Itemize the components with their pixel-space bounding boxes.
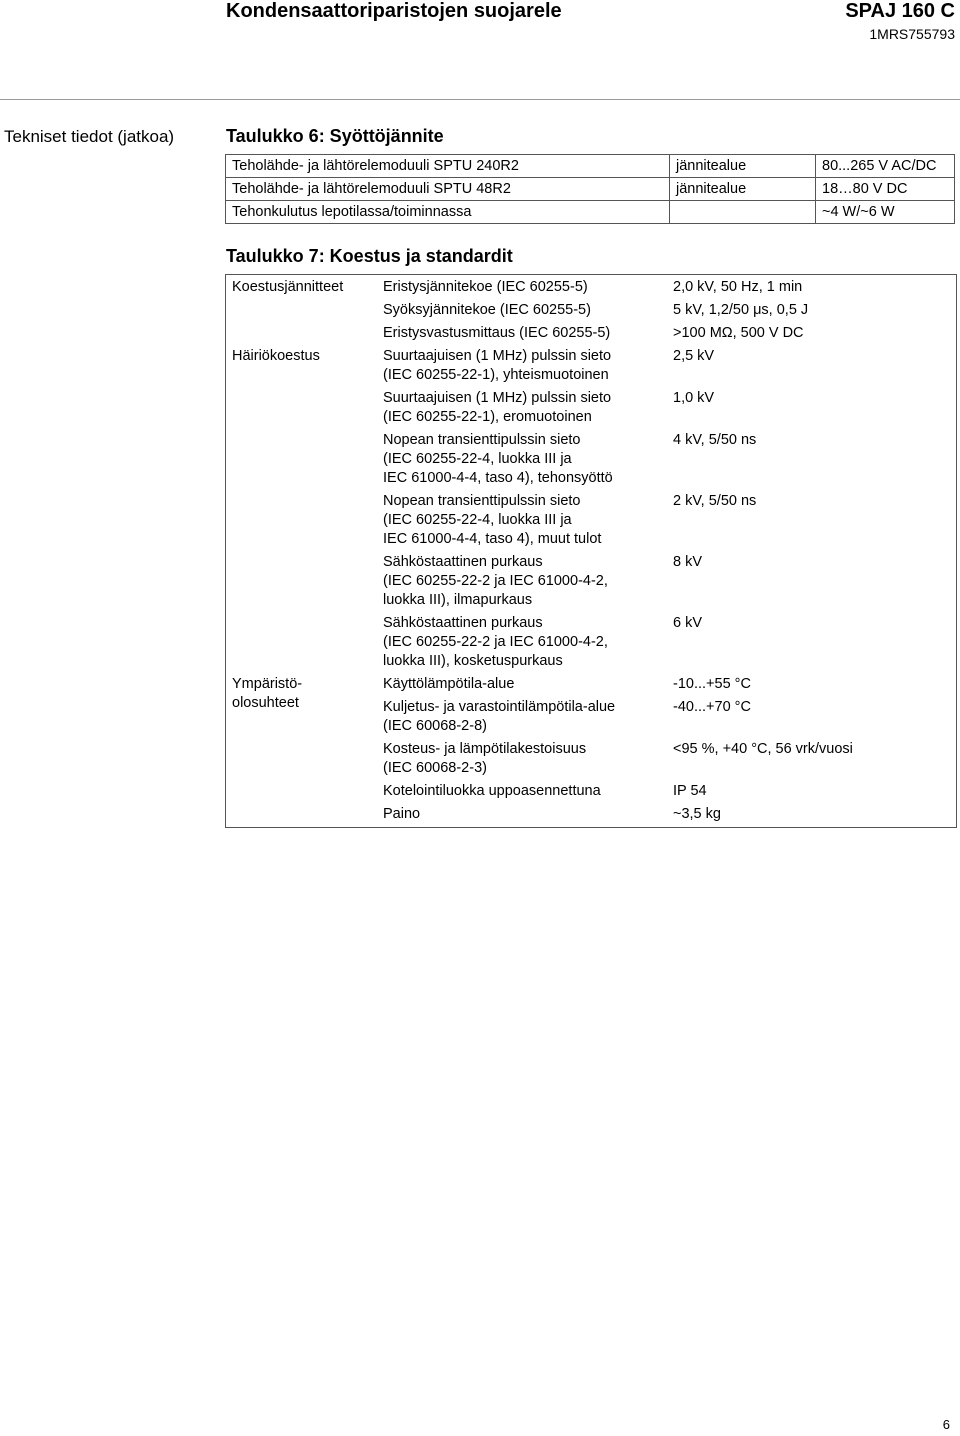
header-divider (0, 99, 960, 100)
test-description-cell: Eristysvastusmittaus (IEC 60255-5) (383, 325, 611, 341)
test-value-cell: <95 %, +40 °C, 56 vrk/vuosi (673, 741, 853, 757)
test-value-cell: 4 kV, 5/50 ns (673, 432, 757, 448)
group-label: Häiriökoestus (232, 348, 320, 364)
test-description-cell: Nopean transienttipulssin sieto (IEC 60255-22-4, luokka III ja IEC 61000-4-4, taso 4), muut tulot (383, 493, 602, 547)
table-row (226, 275, 957, 302)
test-value-cell: ~3,5 kg (673, 806, 721, 822)
test-description-cell: Paino (383, 806, 421, 822)
parameter-cell: jännitealue (670, 155, 816, 178)
test-value-cell: -40...+70 °C (673, 699, 751, 715)
test-value-cell: 8 kV (673, 554, 703, 570)
item-cell: Tehonkulutus lepotilassa/toiminnassa (226, 201, 670, 224)
table-row (226, 201, 955, 224)
parameter-cell: jännitealue (670, 178, 816, 201)
test-description-cell: Sähköstaattinen purkaus (IEC 60255-22-2 ja IEC 61000-4-2, luokka III), ilmapurkaus (383, 554, 608, 608)
supply-voltage-table (225, 154, 955, 224)
test-description-cell: Suurtaajuisen (1 MHz) pulssin sieto (IEC 60255-22-1), yhteismuotoinen (383, 348, 612, 383)
document-id: 1MRS755793 (869, 26, 955, 42)
test-value-cell: -10...+55 °C (673, 676, 751, 692)
test-value-cell: 2 kV, 5/50 ns (673, 493, 757, 509)
section-side-title: Tekniset tiedot (jatkoa) (4, 127, 175, 146)
product-name: SPAJ 160 C (845, 0, 955, 22)
test-value-cell: 2,0 kV, 50 Hz, 1 min (673, 279, 803, 295)
test-value-cell: IP 54 (673, 783, 707, 799)
table-row (226, 347, 957, 389)
test-description-cell: Eristysjännitekoe (IEC 60255-5) (383, 279, 588, 295)
test-description-cell: Kotelointiluokka uppoasennettuna (383, 783, 601, 799)
document-title: Kondensaattoriparistojen suojarele (226, 0, 562, 22)
table-row (226, 155, 955, 178)
group-label: Ympäristö- olosuhteet (232, 676, 303, 711)
test-value-cell: 5 kV, 1,2/50 μs, 0,5 J (673, 302, 809, 318)
test-description-cell: Syöksyjännitekoe (IEC 60255-5) (383, 302, 591, 318)
test-description-cell: Nopean transienttipulssin sieto (IEC 60255-22-4, luokka III ja IEC 61000-4-4, taso 4), tehonsyöttö (383, 432, 613, 486)
test-description-cell: Sähköstaattinen purkaus (IEC 60255-22-2 ja IEC 61000-4-2, luokka III), kosketuspurkaus (383, 615, 608, 669)
test-value-cell: 1,0 kV (673, 390, 715, 406)
parameter-cell (670, 201, 816, 224)
tests-standards-table (225, 274, 957, 828)
value-cell: ~4 W/~6 W (816, 201, 955, 224)
test-description-cell: Suurtaajuisen (1 MHz) pulssin sieto (IEC 60255-22-1), eromuotoinen (383, 390, 612, 425)
test-description-cell: Kuljetus- ja varastointilämpötila-alue (IEC 60068-2-8) (383, 699, 616, 734)
table7-title: Taulukko 7: Koestus ja standardit (226, 246, 513, 266)
table-row (226, 178, 955, 201)
table-row (226, 675, 957, 698)
table6-title: Taulukko 6: Syöttöjännite (226, 126, 444, 146)
item-cell: Teholähde- ja lähtörelemoduuli SPTU 48R2 (226, 178, 670, 201)
value-cell: 80...265 V AC/DC (816, 155, 955, 178)
test-value-cell: 2,5 kV (673, 348, 715, 364)
test-value-cell: >100 MΩ, 500 V DC (673, 325, 804, 341)
item-cell: Teholähde- ja lähtörelemoduuli SPTU 240R2 (226, 155, 670, 178)
test-description-cell: Käyttölämpötila-alue (383, 676, 515, 692)
value-cell: 18…80 V DC (816, 178, 955, 201)
page-number: 6 (942, 1417, 950, 1432)
test-value-cell: 6 kV (673, 615, 703, 631)
test-description-cell: Kosteus- ja lämpötilakestoisuus (IEC 60068-2-3) (383, 741, 587, 776)
group-label: Koestusjännitteet (232, 279, 344, 295)
